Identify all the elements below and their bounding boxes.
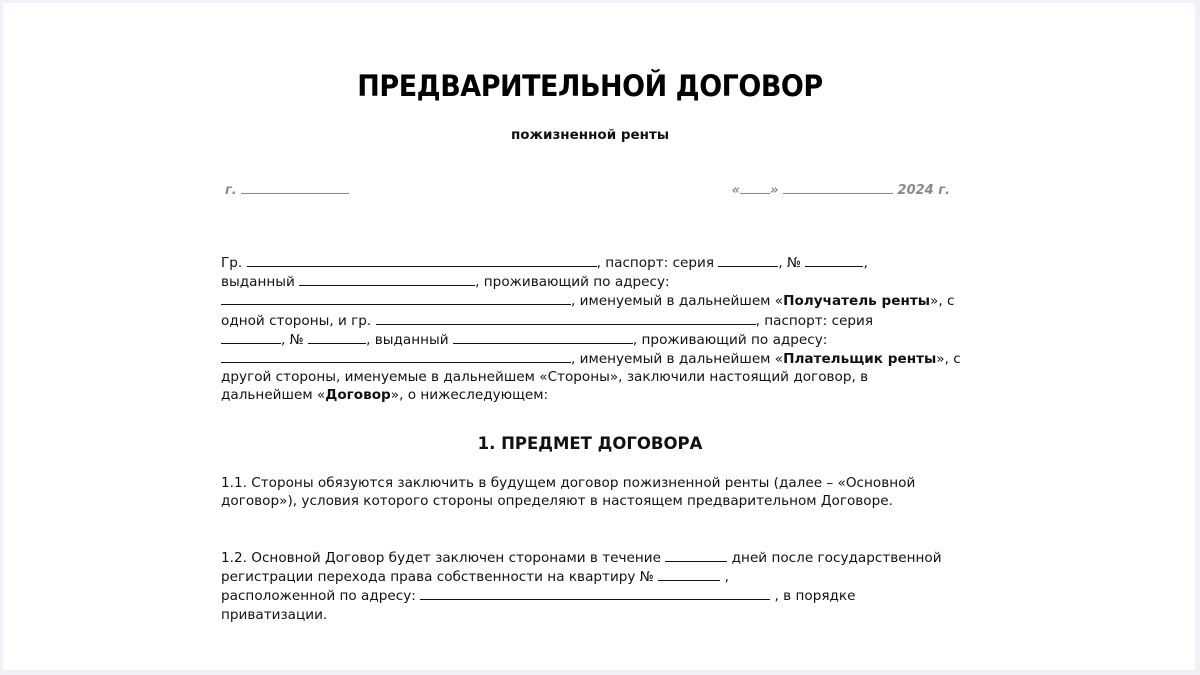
- city-field: [225, 181, 349, 198]
- day-blank: [740, 181, 770, 194]
- party2-passport-number-blank: [308, 330, 366, 344]
- party1-address-blank: [221, 291, 571, 305]
- text: дней после государственной регистрации перехода права собственности на квартиру №: [221, 550, 942, 586]
- party2-passport-series-blank: [221, 330, 281, 344]
- party2-issued-by-blank: [453, 330, 633, 344]
- party1-role: Получатель ренты: [783, 293, 931, 310]
- text: », с другой стороны, именуемые в дальнейшем «Стороны», заключили настоящий договор, в дальнейшем «: [221, 351, 961, 404]
- text: Гр.: [221, 255, 243, 271]
- section-title: 1. ПРЕДМЕТ ДОГОВОРА: [477, 434, 703, 453]
- text: , проживающий по адресу:: [475, 274, 670, 291]
- document-page: [3, 3, 1195, 670]
- date-field: [732, 181, 950, 198]
- apartment-address-blank: [420, 586, 770, 600]
- text: , паспорт: серия: [755, 312, 874, 329]
- text: , в порядке приватизации.: [221, 588, 856, 623]
- document-title: ПРЕДВАРИТЕЛЬНОЙ ДОГОВОР: [357, 69, 823, 103]
- text: ,: [863, 255, 868, 271]
- party1-name-blank: [247, 253, 597, 267]
- text: , паспорт: серия: [596, 255, 715, 271]
- text: , проживающий по адресу:: [632, 331, 828, 348]
- text: , именуемый в дальнейшем «: [571, 293, 784, 310]
- text: ,: [724, 569, 729, 586]
- clause-1-2: [221, 548, 961, 624]
- document-subtitle: пожизненной ренты: [510, 127, 670, 143]
- text: », с одной стороны, и гр.: [221, 293, 955, 329]
- apartment-number-blank: [658, 567, 720, 581]
- party1-issued-by-blank: [299, 272, 475, 286]
- year-suffix: 2024 г.: [897, 183, 950, 198]
- clause-1-1: 1.1. Стороны обязуются заключить в будущем договор пожизненной ренты (далее – «Основной договор»), условия которого стороны определяют в настоящем предварительном Договоре.: [221, 475, 916, 510]
- text: расположенной по адресу:: [221, 588, 416, 605]
- party1-passport-number-blank: [805, 253, 863, 267]
- text: , №: [778, 255, 802, 271]
- month-blank: [783, 181, 893, 194]
- party2-name-blank: [376, 311, 756, 325]
- city-blank: [241, 181, 349, 194]
- party1-passport-series-blank: [718, 253, 778, 267]
- text: , именуемый в дальнейшем «: [571, 351, 784, 368]
- text: выданный: [221, 274, 295, 291]
- party2-address-blank: [221, 349, 571, 363]
- days-blank: [665, 548, 727, 562]
- date-close-quote: »: [770, 183, 779, 198]
- party2-role: Плательщик ренты: [783, 351, 937, 368]
- date-open-quote: «: [731, 183, 741, 198]
- text: , выданный: [366, 331, 449, 348]
- contract-term: Договор: [325, 387, 391, 404]
- text: , №: [281, 331, 304, 348]
- text: », о нижеследующем:: [390, 387, 549, 404]
- intro-paragraph: [221, 253, 961, 405]
- text: 1.2. Основной Договор будет заключен сторонами в течение: [221, 550, 661, 566]
- city-prefix: г.: [225, 183, 237, 198]
